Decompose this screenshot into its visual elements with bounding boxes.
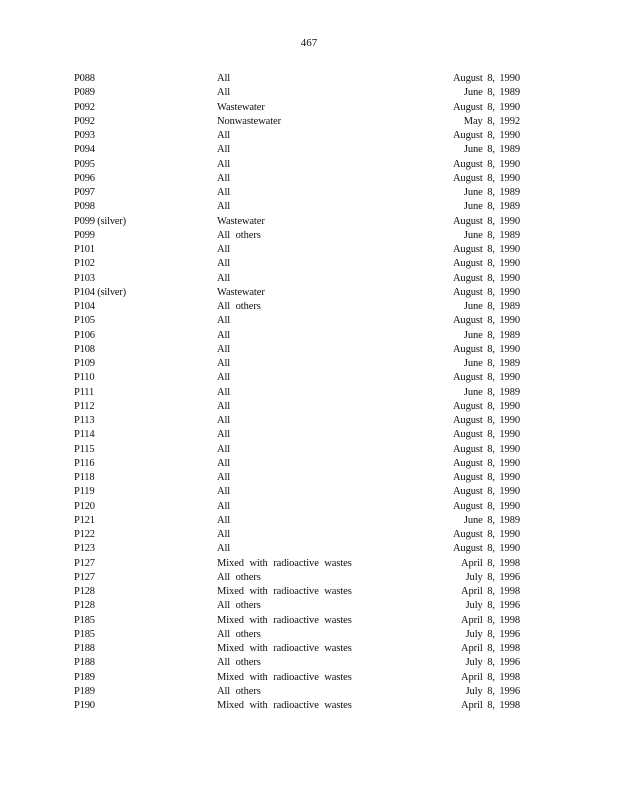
waste-code: P109 xyxy=(74,358,95,369)
waste-description: All xyxy=(217,187,231,198)
effective-date: August 8, 1990 xyxy=(452,343,520,355)
effective-date: June 8, 1989 xyxy=(463,514,520,526)
effective-date: August 8, 1990 xyxy=(452,215,520,227)
effective-date: July 8, 1996 xyxy=(465,628,520,640)
waste-code: P112 xyxy=(74,400,95,412)
waste-description: Mixed with radioactive wastes xyxy=(217,586,352,597)
table-row xyxy=(0,642,618,656)
table-row xyxy=(0,357,618,371)
waste-code: P092 xyxy=(74,101,95,113)
waste-description: All others xyxy=(217,301,261,312)
effective-date: April 8, 1998 xyxy=(461,614,520,626)
table-row xyxy=(0,229,618,243)
effective-date: August 8, 1990 xyxy=(452,130,520,141)
effective-date: August 8, 1990 xyxy=(452,529,520,540)
table-row xyxy=(0,286,618,300)
waste-description: All xyxy=(217,158,231,170)
waste-description: All xyxy=(217,329,231,341)
waste-description: All xyxy=(217,400,231,412)
effective-date: August 8, 1990 xyxy=(452,73,520,84)
table-row xyxy=(0,186,618,200)
waste-code: P099 (silver) xyxy=(74,215,126,227)
effective-date: August 8, 1990 xyxy=(452,443,520,455)
waste-description: All xyxy=(217,315,231,327)
waste-code: P189 xyxy=(74,685,95,697)
table-row xyxy=(0,557,618,571)
waste-code: P189 xyxy=(74,671,95,683)
waste-code: P127 xyxy=(74,571,95,583)
effective-date: June 8, 1989 xyxy=(463,386,520,398)
waste-description: All others xyxy=(217,600,261,612)
table-row xyxy=(0,542,618,556)
table-row xyxy=(0,514,618,528)
waste-description: All xyxy=(217,144,231,156)
waste-description: Mixed with radioactive wastes xyxy=(217,671,352,683)
table-row xyxy=(0,243,618,257)
effective-date: August 8, 1990 xyxy=(452,486,520,498)
effective-date: June 8, 1989 xyxy=(463,358,520,369)
effective-date: June 8, 1989 xyxy=(463,187,520,198)
table-row xyxy=(0,172,618,186)
waste-code: P120 xyxy=(74,500,95,512)
waste-description: All xyxy=(217,358,231,369)
waste-description: All xyxy=(217,372,231,384)
effective-date: April 8, 1998 xyxy=(461,586,520,597)
effective-date: August 8, 1990 xyxy=(452,315,520,327)
table-row xyxy=(0,115,618,129)
table-row xyxy=(0,158,618,172)
table-row xyxy=(0,699,618,713)
effective-date: June 8, 1989 xyxy=(463,87,520,99)
table-row xyxy=(0,86,618,100)
effective-date: June 8, 1989 xyxy=(463,201,520,213)
table-row xyxy=(0,215,618,229)
effective-date: July 8, 1996 xyxy=(465,657,520,669)
waste-description: Mixed with radioactive wastes xyxy=(217,614,352,626)
effective-date: August 8, 1990 xyxy=(452,158,520,170)
effective-date: August 8, 1990 xyxy=(452,472,520,483)
table-row xyxy=(0,585,618,599)
effective-date: May 8, 1992 xyxy=(463,115,520,127)
waste-code: P185 xyxy=(74,628,95,640)
waste-code: P122 xyxy=(74,529,95,540)
table-row xyxy=(0,272,618,286)
table-row xyxy=(0,329,618,343)
waste-code: P101 xyxy=(74,244,95,255)
effective-date: June 8, 1989 xyxy=(463,229,520,241)
table-row xyxy=(0,200,618,214)
effective-date: August 8, 1990 xyxy=(452,372,520,384)
effective-date: July 8, 1996 xyxy=(465,685,520,697)
effective-date: April 8, 1998 xyxy=(461,643,520,654)
table-row xyxy=(0,599,618,613)
effective-date: July 8, 1996 xyxy=(465,571,520,583)
waste-code: P104 xyxy=(74,301,95,312)
waste-description: All others xyxy=(217,685,261,697)
table-row xyxy=(0,428,618,442)
waste-code: P098 xyxy=(74,201,95,213)
table-row xyxy=(0,314,618,328)
waste-description: Mixed with radioactive wastes xyxy=(217,643,352,654)
waste-code: P119 xyxy=(74,486,95,498)
effective-date: August 8, 1990 xyxy=(452,543,520,555)
effective-date: July 8, 1996 xyxy=(465,600,520,612)
waste-description: All xyxy=(217,500,231,512)
waste-description: All xyxy=(217,457,231,469)
table-row xyxy=(0,443,618,457)
waste-description: All xyxy=(217,529,231,540)
waste-code: P188 xyxy=(74,657,95,669)
effective-date: August 8, 1990 xyxy=(452,272,520,284)
waste-code: P128 xyxy=(74,586,95,597)
table-row xyxy=(0,485,618,499)
waste-code: P123 xyxy=(74,543,95,555)
effective-date: August 8, 1990 xyxy=(452,415,520,426)
table-row xyxy=(0,343,618,357)
waste-description: All xyxy=(217,244,231,255)
effective-date: June 8, 1989 xyxy=(463,144,520,156)
waste-code: P094 xyxy=(74,144,95,156)
waste-description: All xyxy=(217,514,231,526)
effective-date: August 8, 1990 xyxy=(452,258,520,270)
table-row xyxy=(0,300,618,314)
table-row xyxy=(0,571,618,585)
waste-code: P088 xyxy=(74,73,95,84)
waste-description: Nonwastewater xyxy=(217,115,282,127)
table-row xyxy=(0,656,618,670)
table-row xyxy=(0,400,618,414)
waste-code: P127 xyxy=(74,557,95,569)
effective-date: June 8, 1989 xyxy=(463,329,520,341)
table-row xyxy=(0,414,618,428)
waste-code: P111 xyxy=(74,386,95,398)
table-row xyxy=(0,685,618,699)
table-row xyxy=(0,628,618,642)
effective-date: August 8, 1990 xyxy=(452,172,520,184)
waste-description: All xyxy=(217,343,231,355)
effective-date: April 8, 1998 xyxy=(461,557,520,569)
waste-code: P188 xyxy=(74,643,95,654)
waste-description: All xyxy=(217,386,231,398)
waste-code: P092 xyxy=(74,115,95,127)
waste-code: P113 xyxy=(74,415,95,426)
table-row xyxy=(0,143,618,157)
waste-description: Wastewater xyxy=(217,215,265,227)
waste-description: All xyxy=(217,258,231,270)
waste-description: All xyxy=(217,272,231,284)
waste-code: P103 xyxy=(74,272,95,284)
waste-code: P089 xyxy=(74,87,95,99)
effective-date: August 8, 1990 xyxy=(452,286,520,298)
effective-date: August 8, 1990 xyxy=(452,244,520,255)
waste-description: All xyxy=(217,472,231,483)
table-row xyxy=(0,614,618,628)
waste-code: P097 xyxy=(74,187,95,198)
table-row xyxy=(0,371,618,385)
table-row xyxy=(0,129,618,143)
table-row xyxy=(0,500,618,514)
table-row xyxy=(0,257,618,271)
waste-description: All xyxy=(217,201,231,213)
waste-description: All xyxy=(217,172,231,184)
table-row xyxy=(0,471,618,485)
waste-code: P114 xyxy=(74,429,95,441)
waste-description: All others xyxy=(217,628,261,640)
waste-code: P104 (silver) xyxy=(74,286,126,298)
effective-date: August 8, 1990 xyxy=(452,500,520,512)
table-row xyxy=(0,457,618,471)
waste-code: P099 xyxy=(74,229,95,241)
page-number: 467 xyxy=(300,37,318,49)
effective-date: August 8, 1990 xyxy=(452,101,520,113)
waste-description: All xyxy=(217,486,231,498)
effective-date: April 8, 1998 xyxy=(461,700,520,711)
effective-date: June 8, 1989 xyxy=(463,301,520,312)
table-row xyxy=(0,386,618,400)
waste-description: All xyxy=(217,73,231,84)
table-row xyxy=(0,528,618,542)
waste-code: P110 xyxy=(74,372,95,384)
waste-code: P115 xyxy=(74,443,95,455)
table-row xyxy=(0,72,618,86)
waste-description: Wastewater xyxy=(217,101,265,113)
waste-description: All xyxy=(217,443,231,455)
waste-description: All xyxy=(217,130,231,141)
table-row xyxy=(0,671,618,685)
waste-code: P106 xyxy=(74,329,95,341)
waste-code: P093 xyxy=(74,130,95,141)
waste-description: All others xyxy=(217,571,261,583)
waste-code: P128 xyxy=(74,600,95,612)
waste-description: All xyxy=(217,543,231,555)
waste-description: All others xyxy=(217,657,261,669)
waste-code: P096 xyxy=(74,172,95,184)
effective-date: August 8, 1990 xyxy=(452,457,520,469)
waste-code: P121 xyxy=(74,514,95,526)
waste-description: Wastewater xyxy=(217,286,265,298)
table-row xyxy=(0,101,618,115)
effective-date: August 8, 1990 xyxy=(452,400,520,412)
waste-description: Mixed with radioactive wastes xyxy=(217,700,352,711)
waste-code: P095 xyxy=(74,158,95,170)
waste-code: P116 xyxy=(74,457,95,469)
effective-date: August 8, 1990 xyxy=(452,429,520,441)
waste-code: P102 xyxy=(74,258,95,270)
waste-code: P118 xyxy=(74,472,95,483)
waste-code: P105 xyxy=(74,315,95,327)
waste-code: P190 xyxy=(74,700,95,711)
waste-description: All others xyxy=(217,229,261,241)
waste-code: P108 xyxy=(74,343,95,355)
waste-code-table xyxy=(0,72,618,713)
effective-date: April 8, 1998 xyxy=(461,671,520,683)
waste-description: Mixed with radioactive wastes xyxy=(217,557,352,569)
waste-description: All xyxy=(217,87,231,99)
waste-code: P185 xyxy=(74,614,95,626)
waste-description: All xyxy=(217,429,231,441)
waste-description: All xyxy=(217,415,231,426)
